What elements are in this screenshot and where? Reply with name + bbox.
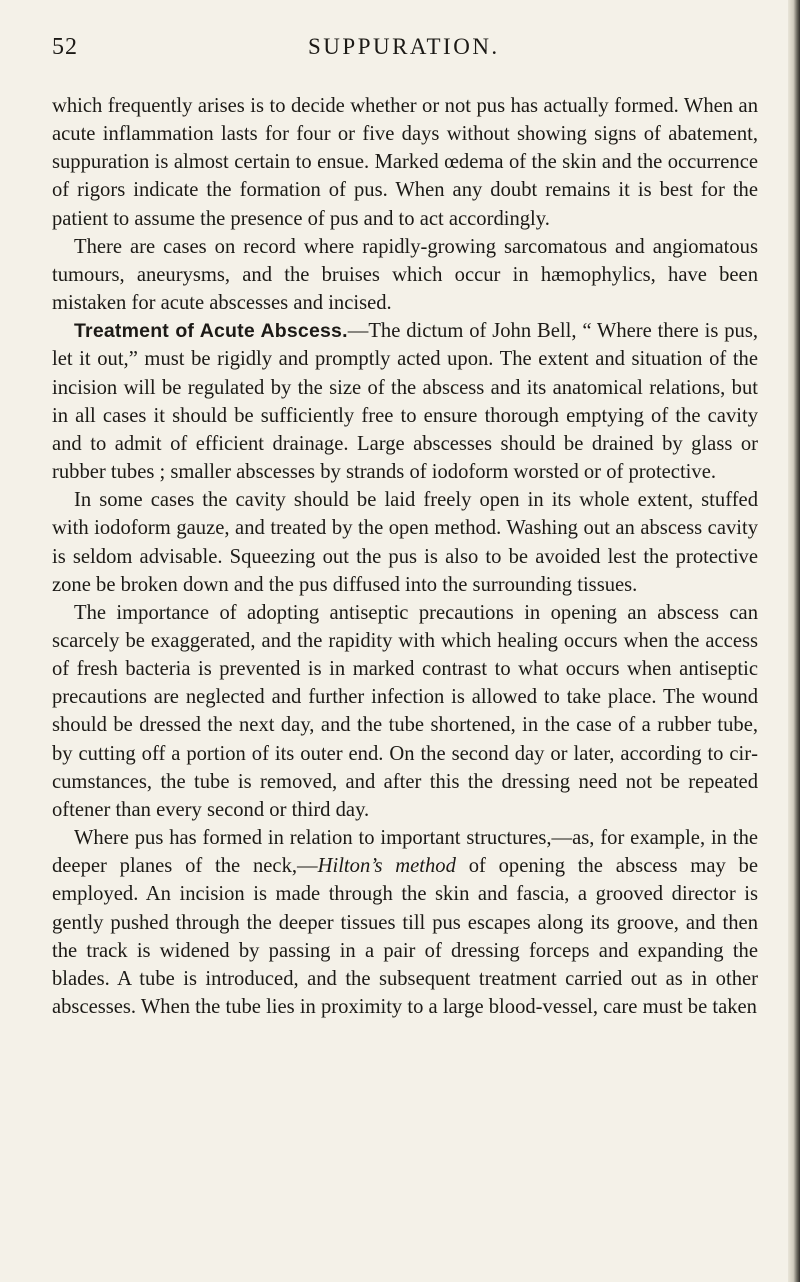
paragraph-text: The importance of adopting antiseptic precautions in opening an abscess can scarcely be exaggerated, and the rapidity with which healing occurs when the access of fresh bacteria is prevented is in marked contrast to what occurs when antiseptic precautions are neglected and further infection is allowed to take place. The wound should be dressed the next day, and the tube shortened, in the case of a rubber tube, by cutting off a portion of its outer end. On the second day or later, according to circumstances, the tube is removed, and after this the dressing need not be repeated oftener than every second or third day. [52, 601, 758, 821]
paragraph-treatment [52, 317, 758, 486]
paragraph-open-method [52, 486, 758, 599]
paragraph-text: In some cases the cavity should be laid freely open in its whole extent, stuffed with iodoform gauze, and treated by the open method. Washing out an abscess cavity is seldom advisable. Squeezing out the pus is also to be avoided lest the protective zone be broken down and the pus diffused into the surrounding tissues. [52, 489, 758, 596]
paragraph-antiseptic [52, 599, 758, 824]
paragraph-text: There are cases on record where rapidly-growing sarcomatous and angiomatous tumours, aneurysms, and the bruises which occur in hæmophylics, have been mistaken for acute abscesses and incised. [52, 235, 758, 315]
italic-term: Hilton’s method [317, 855, 456, 878]
paragraph-text: of opening the abscess may be employed. An incision is made through the skin and fascia, a grooved director is gently pushed through the deeper tissues till pus escapes along its groove, and then the track is widened by passing in a pair of dressing forceps and expanding the blades. A tube is introduced, and the subsequent treatment carried out as in other abscesses. When the tube lies in proximity to a large blood-vessel, care must be taken [52, 855, 758, 1018]
body-text [52, 92, 758, 1021]
paragraph-text: Where pus has formed in relation to important structures,—as, for example, in the deeper planes of the neck,— [52, 827, 758, 878]
running-head-title: SUPPURATION. [308, 34, 500, 59]
section-heading: Treatment of Acute Abscess. [74, 320, 348, 343]
running-head [0, 20, 800, 60]
paragraph-text: —The dictum of John Bell, “ Where there is pus, let it out,” must be rigidly and promptly acted upon. The extent and situation of the incision will be regulated by the size of the abscess and its anatomical relations, but in all cases it should be sufficiently free to ensure thorough emptying of the cavity and to admit of efficient drainage. Large abscesses should be drained by glass or rubber tubes ; smaller abscesses by strands of iodoform worsted or of protective. [52, 320, 759, 484]
paragraph-mistaken-cases [52, 233, 758, 317]
page-edge-shadow [788, 0, 800, 1282]
paragraph-text: which frequently arises is to decide whether or not pus has actually formed. When an acute inflammation lasts for four or five days without showing signs of abatement, suppuration is almost certain to ensue. Marked œdema of the skin and the occurrence of rigors indicate the formation of pus. When any doubt remains it is best for the patient to assume the presence of pus and to act accordingly. [52, 95, 758, 230]
page-number: 52 [52, 34, 78, 60]
paragraph-pus-formation [52, 92, 758, 233]
paragraph-hiltons-method [52, 824, 758, 1021]
